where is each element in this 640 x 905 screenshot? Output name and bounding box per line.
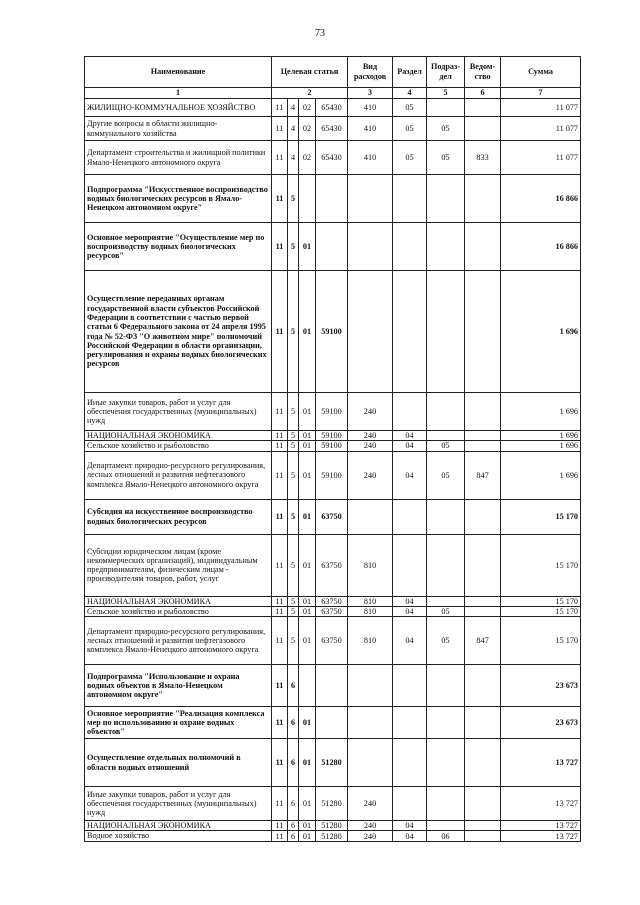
table-row [85,665,581,707]
sum-cell: 13 727 [501,831,581,841]
row-name: Подпрограмма "Искусственное воспроизводство водных биологических ресурсов в Ямало-Ненецком автономном округе" [85,175,272,223]
target-code-program: 11 [272,99,288,117]
expense-type-cell [348,499,393,534]
department-cell [465,787,501,821]
table-row [85,393,581,431]
target-code-direction [316,223,348,271]
column-number-row [85,88,581,99]
column-number: 3 [348,88,393,99]
target-code-direction: 59100 [316,451,348,499]
target-code-subprogram: 5 [288,271,299,393]
target-code-event: 01 [299,707,316,739]
target-code-event: 01 [299,431,316,441]
target-code-subprogram: 5 [288,499,299,534]
target-code-event: 01 [299,534,316,596]
sum-cell: 15 170 [501,617,581,665]
target-code-program: 11 [272,596,288,606]
row-name: Основное мероприятие "Осуществление мер по воспроизводству водных биологических ресурсов" [85,223,272,271]
target-code-program: 11 [272,831,288,841]
row-name: Сельское хозяйство и рыболовство [85,606,272,616]
row-name: Сельское хозяйство и рыболовство [85,441,272,451]
target-code-direction [316,665,348,707]
target-code-program: 11 [272,665,288,707]
sum-cell: 11 077 [501,117,581,141]
department-cell [465,596,501,606]
target-code-program: 11 [272,707,288,739]
subsection-cell: 05 [427,617,465,665]
expense-type-cell [348,665,393,707]
target-code-program: 11 [272,821,288,831]
row-name: НАЦИОНАЛЬНАЯ ЭКОНОМИКА [85,821,272,831]
section-cell: 04 [393,596,427,606]
expense-type-cell: 240 [348,441,393,451]
expense-type-cell: 410 [348,99,393,117]
subsection-cell [427,739,465,787]
target-code-program: 11 [272,393,288,431]
target-code-direction: 65430 [316,117,348,141]
target-code-program: 11 [272,606,288,616]
expense-type-cell: 240 [348,787,393,821]
sum-cell: 13 727 [501,821,581,831]
section-cell: 04 [393,451,427,499]
column-number: 5 [427,88,465,99]
subsection-cell [427,787,465,821]
target-code-direction: 65430 [316,141,348,175]
section-cell [393,739,427,787]
expense-type-cell: 410 [348,141,393,175]
row-name: Департамент строительства и жилищной политики Ямало-Ненецкого автономного округа [85,141,272,175]
section-cell: 05 [393,99,427,117]
subsection-cell [427,393,465,431]
sum-cell: 11 077 [501,141,581,175]
table-row [85,707,581,739]
column-number: 7 [501,88,581,99]
sum-cell: 1 696 [501,393,581,431]
section-cell [393,223,427,271]
header-expense-type: Вид расходов [348,57,393,88]
department-cell [465,665,501,707]
target-code-direction [316,175,348,223]
header-name: Наименование [85,57,272,88]
subsection-cell [427,499,465,534]
target-code-subprogram: 6 [288,739,299,787]
target-code-direction: 63750 [316,606,348,616]
table-body [85,99,581,842]
target-code-event: 01 [299,223,316,271]
row-name: НАЦИОНАЛЬНАЯ ЭКОНОМИКА [85,431,272,441]
row-name: Осуществление отдельных полномочий в области водных отношений [85,739,272,787]
header-sum: Сумма [501,57,581,88]
target-code-program: 11 [272,223,288,271]
target-code-direction: 51280 [316,821,348,831]
target-code-event: 01 [299,787,316,821]
section-cell: 04 [393,441,427,451]
row-name: Иные закупки товаров, работ и услуг для обеспечения государственных (муниципальных) нужд [85,787,272,821]
sum-cell: 1 696 [501,271,581,393]
section-cell: 05 [393,141,427,175]
subsection-cell: 05 [427,441,465,451]
target-code-direction: 63750 [316,499,348,534]
target-code-program: 11 [272,117,288,141]
subsection-cell: 05 [427,117,465,141]
target-code-direction: 59100 [316,431,348,441]
table-row [85,99,581,117]
target-code-direction: 63750 [316,596,348,606]
sum-cell: 23 673 [501,665,581,707]
expense-type-cell: 810 [348,606,393,616]
expense-type-cell: 810 [348,534,393,596]
header-department: Ведом-ство [465,57,501,88]
table-row [85,441,581,451]
row-name: Департамент природно-ресурсного регулирования, лесных отношений и развития нефтегазового комплекса Ямало-Ненецкого автономного округа [85,617,272,665]
target-code-program: 11 [272,451,288,499]
expense-type-cell: 810 [348,617,393,665]
row-name: ЖИЛИЩНО-КОММУНАЛЬНОЕ ХОЗЯЙСТВО [85,99,272,117]
subsection-cell [427,534,465,596]
sum-cell: 23 673 [501,707,581,739]
target-code-subprogram: 6 [288,821,299,831]
target-code-event: 01 [299,831,316,841]
target-code-subprogram: 5 [288,606,299,616]
subsection-cell [427,596,465,606]
target-code-event: 02 [299,99,316,117]
page-number: 73 [315,28,325,39]
target-code-subprogram: 5 [288,451,299,499]
section-cell: 04 [393,431,427,441]
expense-type-cell: 240 [348,451,393,499]
sum-cell: 11 077 [501,99,581,117]
subsection-cell [427,271,465,393]
target-code-program: 11 [272,534,288,596]
target-code-direction: 59100 [316,441,348,451]
sum-cell: 15 170 [501,596,581,606]
target-code-direction: 63750 [316,534,348,596]
column-number: 2 [272,88,348,99]
target-code-direction: 63750 [316,617,348,665]
target-code-subprogram: 5 [288,617,299,665]
column-number: 1 [85,88,272,99]
department-cell [465,821,501,831]
target-code-direction [316,707,348,739]
table-header-row [85,57,581,88]
target-code-subprogram: 5 [288,431,299,441]
target-code-subprogram: 5 [288,441,299,451]
expense-type-cell [348,707,393,739]
row-name: Другие вопросы в области жилищно-коммунального хозяйства [85,117,272,141]
target-code-subprogram: 6 [288,831,299,841]
target-code-direction: 59100 [316,393,348,431]
table-row [85,534,581,596]
section-cell: 04 [393,831,427,841]
subsection-cell: 05 [427,451,465,499]
row-name: Подпрограмма "Использование и охрана водных объектов в Ямало-Ненецком автономном округе" [85,665,272,707]
section-cell: 04 [393,606,427,616]
table-row [85,175,581,223]
table-row [85,499,581,534]
subsection-cell [427,223,465,271]
department-cell [465,606,501,616]
section-cell [393,707,427,739]
target-code-direction: 51280 [316,787,348,821]
row-name: Департамент природно-ресурсного регулирования, лесных отношений и развития нефтегазового комплекса Ямало-Ненецкого автономного округа [85,451,272,499]
sum-cell: 1 696 [501,431,581,441]
table-row [85,431,581,441]
column-number: 6 [465,88,501,99]
target-code-subprogram: 4 [288,141,299,175]
department-cell [465,99,501,117]
header-section: Раздел [393,57,427,88]
table-row [85,821,581,831]
department-cell [465,441,501,451]
target-code-program: 11 [272,617,288,665]
table-row [85,223,581,271]
department-cell [465,117,501,141]
table-row [85,831,581,841]
target-code-subprogram: 5 [288,393,299,431]
target-code-subprogram: 6 [288,787,299,821]
subsection-cell [427,821,465,831]
table-row [85,451,581,499]
target-code-program: 11 [272,499,288,534]
target-code-event: 01 [299,617,316,665]
table-row [85,787,581,821]
department-cell: 833 [465,141,501,175]
header-target-article: Целевая статья [272,57,348,88]
subsection-cell [427,99,465,117]
sum-cell: 15 170 [501,606,581,616]
target-code-event: 01 [299,451,316,499]
target-code-program: 11 [272,441,288,451]
sum-cell: 16 866 [501,175,581,223]
expense-type-cell: 410 [348,117,393,141]
department-cell [465,431,501,441]
section-cell [393,271,427,393]
target-code-subprogram: 5 [288,534,299,596]
target-code-event: 01 [299,821,316,831]
department-cell [465,831,501,841]
budget-table [84,56,581,842]
target-code-program: 11 [272,787,288,821]
target-code-event: 02 [299,141,316,175]
row-name: НАЦИОНАЛЬНАЯ ЭКОНОМИКА [85,596,272,606]
target-code-direction: 51280 [316,831,348,841]
section-cell: 04 [393,617,427,665]
section-cell [393,665,427,707]
expense-type-cell: 240 [348,821,393,831]
expense-type-cell: 810 [348,596,393,606]
table-row [85,271,581,393]
target-code-direction: 59100 [316,271,348,393]
target-code-event: 01 [299,739,316,787]
target-code-direction: 65430 [316,99,348,117]
table-row [85,117,581,141]
department-cell [465,223,501,271]
target-code-subprogram: 6 [288,665,299,707]
target-code-program: 11 [272,175,288,223]
row-name: Водное хозяйство [85,831,272,841]
target-code-subprogram: 5 [288,175,299,223]
row-name: Иные закупки товаров, работ и услуг для обеспечения государственных (муниципальных) нужд [85,393,272,431]
expense-type-cell: 240 [348,393,393,431]
table-row [85,141,581,175]
target-code-subprogram: 4 [288,99,299,117]
target-code-event: 01 [299,271,316,393]
sum-cell: 16 866 [501,223,581,271]
target-code-program: 11 [272,141,288,175]
department-cell [465,707,501,739]
expense-type-cell: 240 [348,431,393,441]
expense-type-cell [348,223,393,271]
target-code-event: 01 [299,393,316,431]
row-name: Осуществление переданных органам государственной власти субъектов Российской Федерации в соответствии с частью первой статьи 6 Федерального закона от 24 апреля 1995 года № 52-ФЗ "О животном мире" полномочий Российской Федерации в области организации, регулирования и охраны водных биологических ресурсов [85,271,272,393]
target-code-subprogram: 5 [288,223,299,271]
target-code-program: 11 [272,739,288,787]
subsection-cell [427,175,465,223]
subsection-cell: 06 [427,831,465,841]
target-code-subprogram: 6 [288,707,299,739]
department-cell: 847 [465,451,501,499]
sum-cell: 1 696 [501,441,581,451]
department-cell [465,393,501,431]
target-code-event: 01 [299,441,316,451]
target-code-event [299,665,316,707]
subsection-cell [427,431,465,441]
section-cell: 04 [393,821,427,831]
section-cell [393,787,427,821]
target-code-subprogram: 4 [288,117,299,141]
department-cell: 847 [465,617,501,665]
department-cell [465,175,501,223]
sum-cell: 13 727 [501,739,581,787]
sum-cell: 15 170 [501,499,581,534]
department-cell [465,271,501,393]
row-name: Субсидия на искусственное воспроизводство водных биологических ресурсов [85,499,272,534]
subsection-cell [427,707,465,739]
section-cell [393,393,427,431]
sum-cell: 13 727 [501,787,581,821]
section-cell [393,534,427,596]
expense-type-cell [348,739,393,787]
target-code-event [299,175,316,223]
target-code-direction: 51280 [316,739,348,787]
section-cell [393,499,427,534]
target-code-program: 11 [272,271,288,393]
sum-cell: 15 170 [501,534,581,596]
table-row [85,606,581,616]
row-name: Основное мероприятие "Реализация комплекса мер по использованию и охране водных объектов" [85,707,272,739]
column-number: 4 [393,88,427,99]
target-code-event: 01 [299,596,316,606]
row-name: Субсидии юридическим лицам (кроме некоммерческих организаций), индивидуальным предпринимателям, физическим лицам - производителям товаров, работ, услуг [85,534,272,596]
subsection-cell [427,665,465,707]
header-subsection: Подраз-дел [427,57,465,88]
table-row [85,596,581,606]
target-code-event: 01 [299,606,316,616]
expense-type-cell: 240 [348,831,393,841]
section-cell: 05 [393,117,427,141]
table-row [85,739,581,787]
subsection-cell: 05 [427,141,465,175]
target-code-program: 11 [272,431,288,441]
target-code-event: 01 [299,499,316,534]
department-cell [465,534,501,596]
target-code-event: 02 [299,117,316,141]
section-cell [393,175,427,223]
subsection-cell: 05 [427,606,465,616]
table-row [85,617,581,665]
expense-type-cell [348,175,393,223]
target-code-subprogram: 5 [288,596,299,606]
expense-type-cell [348,271,393,393]
sum-cell: 1 696 [501,451,581,499]
department-cell [465,739,501,787]
department-cell [465,499,501,534]
